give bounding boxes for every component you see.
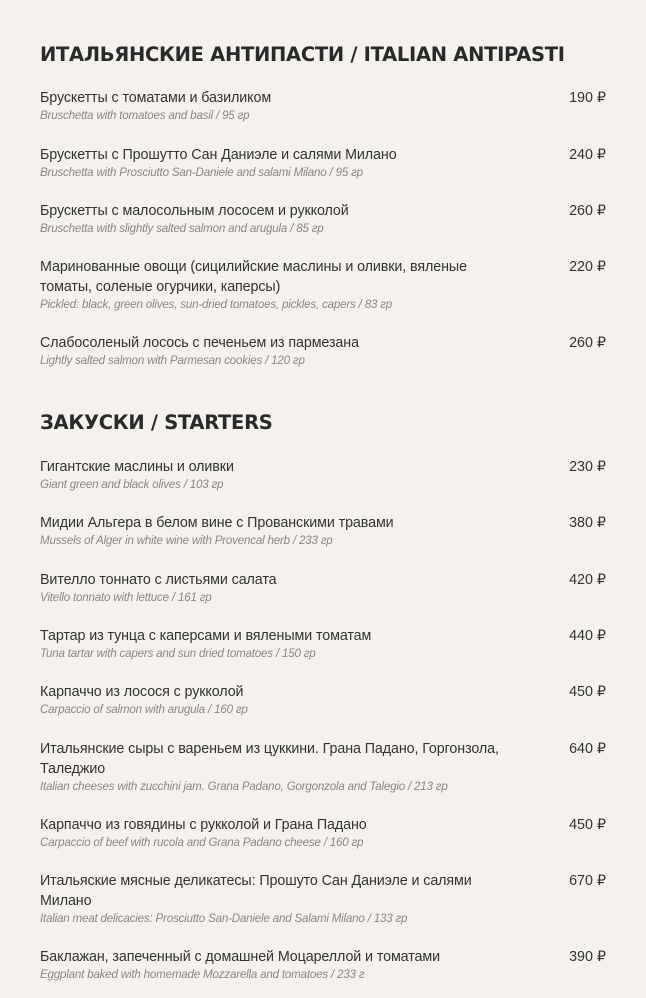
item-name: Вителло тоннато с листьями салата [40, 572, 277, 588]
menu-item [40, 570, 606, 606]
menu-item [40, 626, 606, 662]
item-description: Bruschetta with slightly salted salmon and arugula / 85 гр [40, 222, 324, 235]
section-italian-antipasti [40, 42, 606, 68]
menu-item [40, 145, 606, 181]
section-starters [40, 410, 606, 436]
item-description: Carpaccio of beef with rucola and Grana Padano cheese / 160 гр [40, 836, 364, 849]
menu-item [40, 815, 606, 851]
item-price: 640 ₽ [569, 741, 606, 757]
menu-item [40, 88, 606, 124]
item-price: 670 ₽ [569, 873, 606, 889]
item-price: 190 ₽ [569, 90, 606, 106]
menu-item [40, 871, 606, 927]
item-description: Italian cheeses with zucchini jam. Grana Padano, Gorgonzola and Talegio / 213 гр [40, 780, 448, 793]
menu-item [40, 682, 606, 718]
item-price: 240 ₽ [569, 147, 606, 163]
item-price: 450 ₽ [569, 817, 606, 833]
item-description: Pickled: black, green olives, sun-dried tomatoes, pickles, capers / 83 гр [40, 298, 392, 311]
item-price: 380 ₽ [569, 515, 606, 531]
menu-item [40, 333, 606, 369]
item-description: Giant green and black olives / 103 гр [40, 478, 224, 491]
item-name: Итальяские мясные деликатесы: Прошуто Сан Даниэле и салями Милано [40, 873, 472, 909]
item-name: Маринованные овощи (сицилийские маслины и оливки, вяленые томаты, соленые огурчики, каперсы) [40, 259, 467, 295]
item-description: Eggplant baked with homemade Mozzarella and tomatoes / 233 г [40, 968, 365, 981]
item-description: Bruschetta with tomatoes and basil / 95 гр [40, 109, 250, 122]
item-description: Vitello tonnato with lettuce / 161 гр [40, 591, 212, 604]
item-price: 440 ₽ [569, 628, 606, 644]
item-description: Lightly salted salmon with Parmesan cookies / 120 гр [40, 354, 305, 367]
item-name: Брускетты с Прошутто Сан Даниэле и салями Милано [40, 147, 397, 163]
item-description: Carpaccio of salmon with arugula / 160 гр [40, 703, 248, 716]
section-title: ЗАКУСКИ / STARTERS [40, 411, 273, 434]
item-price: 230 ₽ [569, 459, 606, 475]
item-name: Баклажан, запеченный с домашней Моцареллой и томатами [40, 949, 440, 965]
item-name: Слабосоленый лосось с печеньем из пармезана [40, 335, 359, 351]
item-price: 260 ₽ [569, 203, 606, 219]
item-name: Брускетты с малосольным лососем и рукколой [40, 203, 349, 219]
menu-item [40, 513, 606, 549]
section-title: ИТАЛЬЯНСКИЕ АНТИПАСТИ / ITALIAN ANTIPASTI [40, 43, 565, 66]
item-price: 260 ₽ [569, 335, 606, 351]
item-description: Mussels of Alger in white wine with Provencal herb / 233 гр [40, 534, 333, 547]
item-description: Tuna tartar with capers and sun dried tomatoes / 150 гр [40, 647, 316, 660]
menu-item [40, 947, 606, 983]
menu-item [40, 739, 606, 795]
item-name: Тартар из тунца с каперсами и вялеными томатам [40, 628, 372, 644]
menu-item [40, 257, 606, 313]
item-price: 390 ₽ [569, 949, 606, 965]
item-price: 420 ₽ [569, 572, 606, 588]
item-description: Bruschetta with Prosciutto San-Daniele and salami Milano / 95 гр [40, 166, 363, 179]
item-description: Italian meat delicacies: Prosciutto San-Daniele and Salami Milano / 133 гр [40, 912, 408, 925]
item-name: Брускетты с томатами и базиликом [40, 90, 272, 106]
item-name: Мидии Альгера в белом вине с Прованскими травами [40, 515, 394, 531]
item-name: Гигантские маслины и оливки [40, 459, 234, 475]
item-price: 220 ₽ [569, 259, 606, 275]
item-name: Итальянские сыры с вареньем из цуккини. Грана Падано, Горгонзола, Таледжио [40, 741, 499, 777]
menu-item [40, 201, 606, 237]
menu-item [40, 457, 606, 493]
item-price: 450 ₽ [569, 684, 606, 700]
item-name: Карпаччо из лосося с рукколой [40, 684, 244, 700]
item-name: Карпаччо из говядины с рукколой и Грана Падано [40, 817, 367, 833]
